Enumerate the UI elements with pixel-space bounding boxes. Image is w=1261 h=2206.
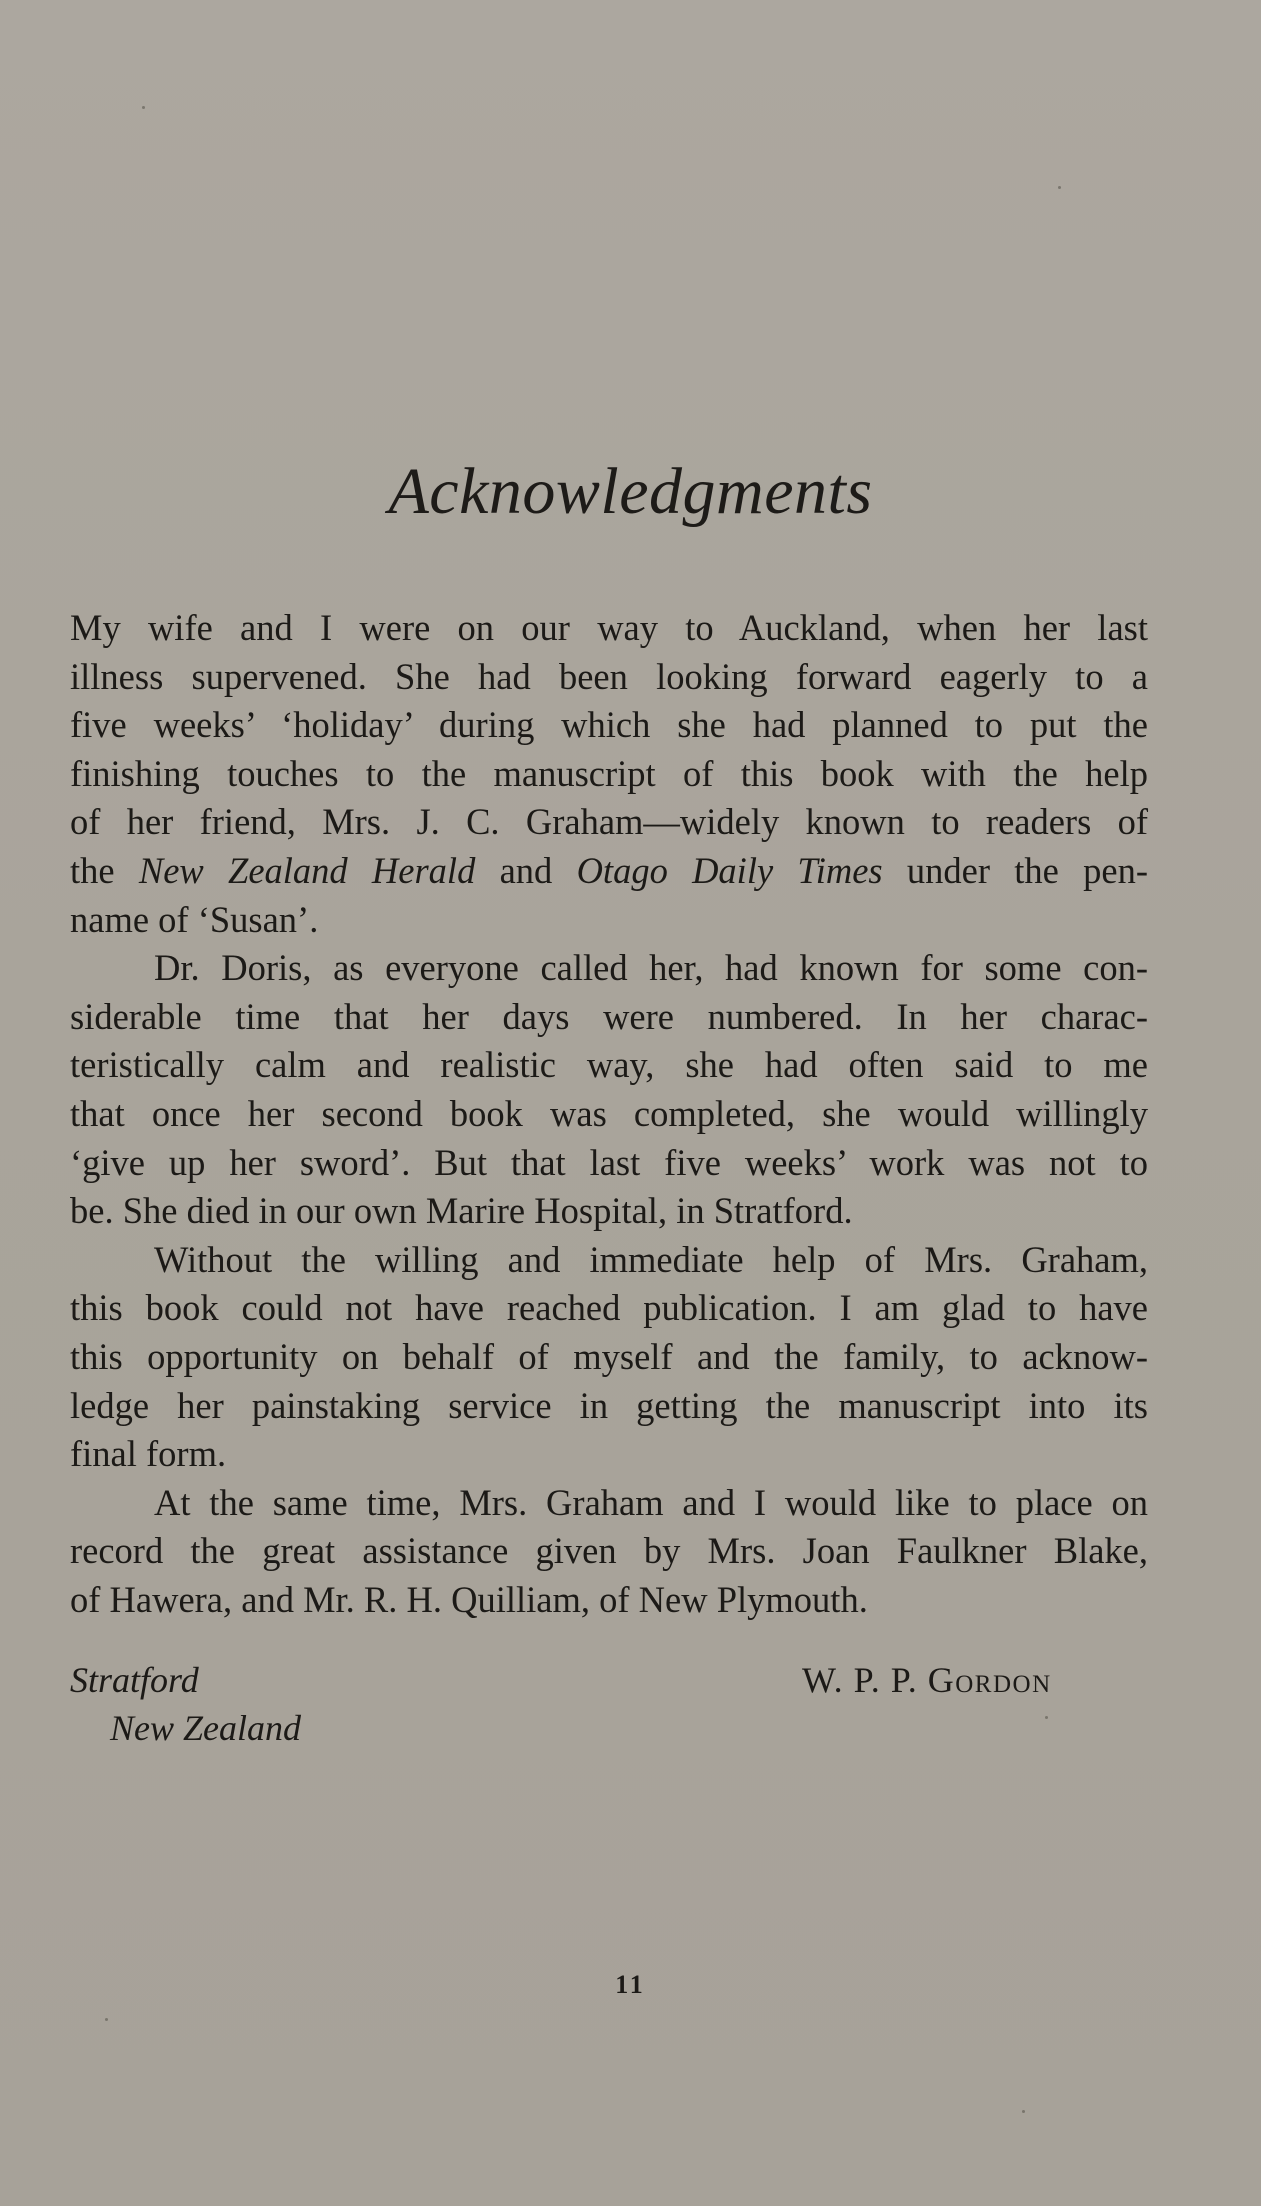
signature-author — [802, 1656, 1052, 1704]
paragraph — [70, 604, 1148, 944]
text-line — [70, 1382, 1148, 1431]
page-title: Acknowledgments — [388, 455, 873, 528]
paper-speck — [1058, 186, 1061, 189]
text-segment: this book could not have reached publication. I am glad to have — [70, 1287, 1148, 1329]
paragraph — [70, 1479, 1148, 1625]
text-segment: under the pen- — [882, 849, 1148, 891]
text-line — [70, 896, 1148, 945]
text-segment: My wife and I were on our way to Auckland, when her last — [70, 607, 1148, 648]
text-line — [70, 1479, 1148, 1528]
text-line — [70, 1430, 1148, 1479]
text-segment: illness supervened. She had been looking forward eagerly to a — [70, 655, 1148, 697]
paragraph — [70, 1236, 1148, 1479]
text-segment: Without the willing and immediate help of Mrs. Graham, — [154, 1238, 1148, 1280]
signature-place-city: Stratford — [70, 1660, 199, 1700]
text-line — [70, 604, 1148, 653]
acknowledgments-body — [70, 604, 1148, 1624]
text-segment: ‘give up her sword’. But that last five weeks’ work was not to — [70, 1141, 1148, 1183]
text-line — [70, 944, 1148, 993]
signature-place-country: New Zealand — [110, 1708, 302, 1748]
text-line — [70, 1333, 1148, 1382]
text-segment: that once her second book was completed, she would willingly — [70, 1092, 1148, 1134]
page-number: 11 — [615, 1970, 646, 1999]
text-line — [70, 1284, 1148, 1333]
text-line — [70, 993, 1148, 1042]
text-segment: final form. — [70, 1433, 227, 1475]
text-segment: name of ‘Susan’. — [70, 898, 319, 940]
text-segment: and — [475, 849, 577, 891]
text-segment: At the same time, Mrs. Graham and I would like to place on — [154, 1481, 1148, 1523]
text-segment: the — [70, 849, 139, 891]
text-segment: this opportunity on behalf of myself and the family, to acknow- — [70, 1335, 1148, 1377]
text-line — [70, 701, 1148, 750]
paper-speck — [1045, 1716, 1048, 1719]
text-segment: teristically calm and realistic way, she had often said to me — [70, 1044, 1148, 1086]
text-segment: siderable time that her days were numbered. In her charac- — [70, 995, 1148, 1037]
text-line — [70, 1527, 1148, 1576]
text-segment: be. She died in our own Marire Hospital, in Stratford. — [70, 1190, 853, 1232]
text-line — [70, 1041, 1148, 1090]
text-segment: Dr. Doris, as everyone called her, had known for some con- — [154, 947, 1148, 989]
text-segment: five weeks’ ‘holiday’ during which she had planned to put the — [70, 704, 1148, 746]
text-line — [70, 653, 1148, 702]
italic-title: Otago Daily Times — [576, 849, 883, 891]
text-line — [70, 1576, 1148, 1625]
text-segment: of her friend, Mrs. J. C. Graham—widely known to readers of — [70, 801, 1148, 843]
text-segment: ledge her painstaking service in getting the manuscript into its — [70, 1384, 1148, 1426]
paragraph — [70, 944, 1148, 1236]
paper-speck — [142, 106, 145, 109]
paper-speck — [1022, 2110, 1025, 2113]
signature-initials: W. P. P. — [802, 1660, 928, 1700]
signature-place — [70, 1656, 301, 1752]
text-line — [70, 750, 1148, 799]
text-segment: of Hawera, and Mr. R. H. Quilliam, of New Plymouth. — [70, 1578, 868, 1620]
text-line — [70, 1187, 1148, 1236]
italic-title: New Zealand Herald — [138, 849, 476, 891]
text-line — [70, 1139, 1148, 1188]
paper-speck — [105, 2018, 108, 2021]
signature-surname: Gordon — [927, 1660, 1052, 1700]
text-line — [70, 1236, 1148, 1285]
text-segment: record the great assistance given by Mrs. Joan Faulkner Blake, — [70, 1530, 1148, 1572]
text-line — [70, 1090, 1148, 1139]
text-line — [70, 798, 1148, 847]
text-line — [70, 847, 1148, 896]
text-segment: finishing touches to the manuscript of this book with the help — [70, 752, 1148, 794]
